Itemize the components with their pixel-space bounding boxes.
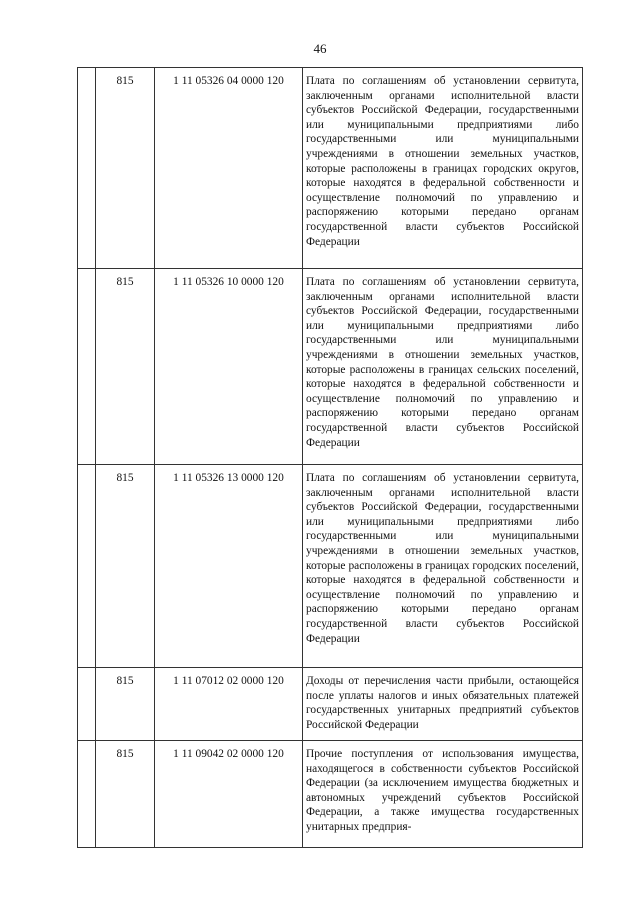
admin-code-cell: 815 — [96, 465, 155, 668]
table-row — [78, 668, 583, 741]
empty-cell — [78, 668, 96, 741]
table-row — [78, 269, 583, 465]
income-description-cell: Прочие поступления от использования имущества, находящегося в собственности субъектов Российской Федерации (за исключением имущества бюджетных и автономных учреждений субъектов Российской Федерации, а также имущества государственных унитарных предприя- — [303, 741, 583, 848]
admin-code-cell: 815 — [96, 668, 155, 741]
revenue-codes-table — [77, 67, 583, 848]
admin-code-cell: 815 — [96, 68, 155, 269]
admin-code-cell: 815 — [96, 269, 155, 465]
budget-code-cell: 1 11 05326 10 0000 120 — [155, 269, 303, 465]
budget-code-cell: 1 11 09042 02 0000 120 — [155, 741, 303, 848]
empty-cell — [78, 68, 96, 269]
admin-code-cell: 815 — [96, 741, 155, 848]
table-row — [78, 465, 583, 668]
income-description-cell: Плата по соглашениям об установлении сервитута, заключенным органами исполнительной власти субъектов Российской Федерации, государственными или муниципальными предприятиями либо государственными или муниципальными учреждениями в отношении земельных участков, которые расположены в границах городских округов, которые находятся в федеральной собственности и осуществление полномочий по управлению и распоряжению которыми передано органам государственной власти субъектов Российской Федерации — [303, 68, 583, 269]
budget-code-cell: 1 11 05326 04 0000 120 — [155, 68, 303, 269]
income-description-cell: Плата по соглашениям об установлении сервитута, заключенным органами исполнительной власти субъектов Российской Федерации, государственными или муниципальными предприятиями либо государственными или муниципальными учреждениями в отношении земельных участков, которые расположены в границах сельских поселений, которые находятся в федеральной собственности и осуществление полномочий по управлению и распоряжению которыми передано органам государственной власти субъектов Российской Федерации — [303, 269, 583, 465]
empty-cell — [78, 465, 96, 668]
table-row — [78, 68, 583, 269]
empty-cell — [78, 269, 96, 465]
income-description-cell: Доходы от перечисления части прибыли, остающейся после уплаты налогов и иных обязательных платежей государственных унитарных предприятий субъектов Российской Федерации — [303, 668, 583, 741]
table-row — [78, 741, 583, 848]
income-description-cell: Плата по соглашениям об установлении сервитута, заключенным органами исполнительной власти субъектов Российской Федерации, государственными или муниципальными предприятиями либо государственными или муниципальными учреждениями в отношении земельных участков, которые расположены в границах городских поселений, которые находятся в федеральной собственности и осуществление полномочий по управлению и распоряжению которыми передано органам государственной власти субъектов Российской Федерации — [303, 465, 583, 668]
page-number: 46 — [313, 41, 327, 56]
budget-code-cell: 1 11 05326 13 0000 120 — [155, 465, 303, 668]
budget-code-cell: 1 11 07012 02 0000 120 — [155, 668, 303, 741]
empty-cell — [78, 741, 96, 848]
